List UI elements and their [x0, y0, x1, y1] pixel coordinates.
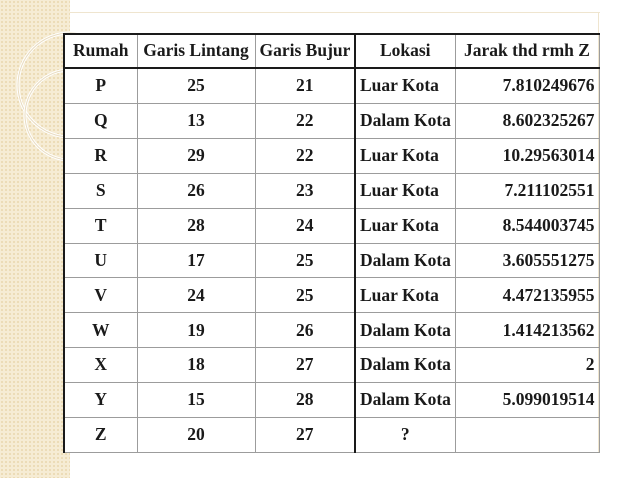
cell-lokasi: Luar Kota — [355, 173, 455, 208]
cell-lokasi: Dalam Kota — [355, 348, 455, 383]
table-row — [64, 418, 599, 453]
cell-lokasi: Luar Kota — [355, 138, 455, 173]
cell-rumah: Y — [64, 383, 137, 418]
cell-jarak: 3.605551275 — [455, 243, 599, 278]
cell-bujur: 24 — [255, 208, 355, 243]
table-row — [64, 348, 599, 383]
cell-bujur: 22 — [255, 138, 355, 173]
cell-jarak: 8.544003745 — [455, 208, 599, 243]
cell-bujur: 26 — [255, 313, 355, 348]
table-row — [64, 68, 599, 103]
table-row — [64, 173, 599, 208]
cell-lintang: 24 — [137, 278, 255, 313]
cell-lokasi: Dalam Kota — [355, 313, 455, 348]
table-container — [63, 33, 598, 453]
cell-bujur: 23 — [255, 173, 355, 208]
cell-lintang: 29 — [137, 138, 255, 173]
cell-lintang: 13 — [137, 103, 255, 138]
decorative-top-line — [70, 12, 600, 13]
header-jarak: Jarak thd rmh Z — [455, 34, 599, 68]
cell-rumah: S — [64, 173, 137, 208]
cell-rumah: R — [64, 138, 137, 173]
header-garis-bujur: Garis Bujur — [255, 34, 355, 68]
cell-lintang: 19 — [137, 313, 255, 348]
cell-lintang: 20 — [137, 418, 255, 453]
cell-jarak: 10.29563014 — [455, 138, 599, 173]
cell-jarak: 4.472135955 — [455, 278, 599, 313]
cell-jarak: 8.602325267 — [455, 103, 599, 138]
cell-bujur: 28 — [255, 383, 355, 418]
cell-lintang: 15 — [137, 383, 255, 418]
header-garis-lintang: Garis Lintang — [137, 34, 255, 68]
cell-jarak: 1.414213562 — [455, 313, 599, 348]
cell-bujur: 25 — [255, 243, 355, 278]
cell-rumah: T — [64, 208, 137, 243]
table-header-row — [64, 34, 599, 68]
cell-rumah: P — [64, 68, 137, 103]
table-row — [64, 313, 599, 348]
cell-lokasi: Luar Kota — [355, 208, 455, 243]
table-row — [64, 278, 599, 313]
cell-lokasi: Dalam Kota — [355, 243, 455, 278]
cell-lokasi: Luar Kota — [355, 68, 455, 103]
cell-lokasi: Dalam Kota — [355, 103, 455, 138]
cell-rumah: U — [64, 243, 137, 278]
cell-bujur: 27 — [255, 418, 355, 453]
house-distance-table — [63, 33, 600, 453]
cell-jarak: 5.099019514 — [455, 383, 599, 418]
table-row — [64, 138, 599, 173]
cell-lintang: 18 — [137, 348, 255, 383]
cell-lintang: 28 — [137, 208, 255, 243]
cell-rumah: Q — [64, 103, 137, 138]
cell-jarak: 7.211102551 — [455, 173, 599, 208]
cell-lokasi: ? — [355, 418, 455, 453]
table-row — [64, 243, 599, 278]
decorative-side-strip — [0, 0, 70, 478]
table-row — [64, 208, 599, 243]
cell-rumah: Z — [64, 418, 137, 453]
cell-lintang: 26 — [137, 173, 255, 208]
cell-jarak: 7.810249676 — [455, 68, 599, 103]
cell-jarak: 2 — [455, 348, 599, 383]
cell-lokasi: Dalam Kota — [355, 383, 455, 418]
cell-bujur: 25 — [255, 278, 355, 313]
cell-rumah: W — [64, 313, 137, 348]
cell-bujur: 21 — [255, 68, 355, 103]
cell-bujur: 22 — [255, 103, 355, 138]
cell-rumah: V — [64, 278, 137, 313]
cell-bujur: 27 — [255, 348, 355, 383]
cell-rumah: X — [64, 348, 137, 383]
header-rumah: Rumah — [64, 34, 137, 68]
cell-lokasi: Luar Kota — [355, 278, 455, 313]
cell-lintang: 17 — [137, 243, 255, 278]
header-lokasi: Lokasi — [355, 34, 455, 68]
cell-lintang: 25 — [137, 68, 255, 103]
cell-jarak — [455, 418, 599, 453]
table-row — [64, 383, 599, 418]
table-row — [64, 103, 599, 138]
